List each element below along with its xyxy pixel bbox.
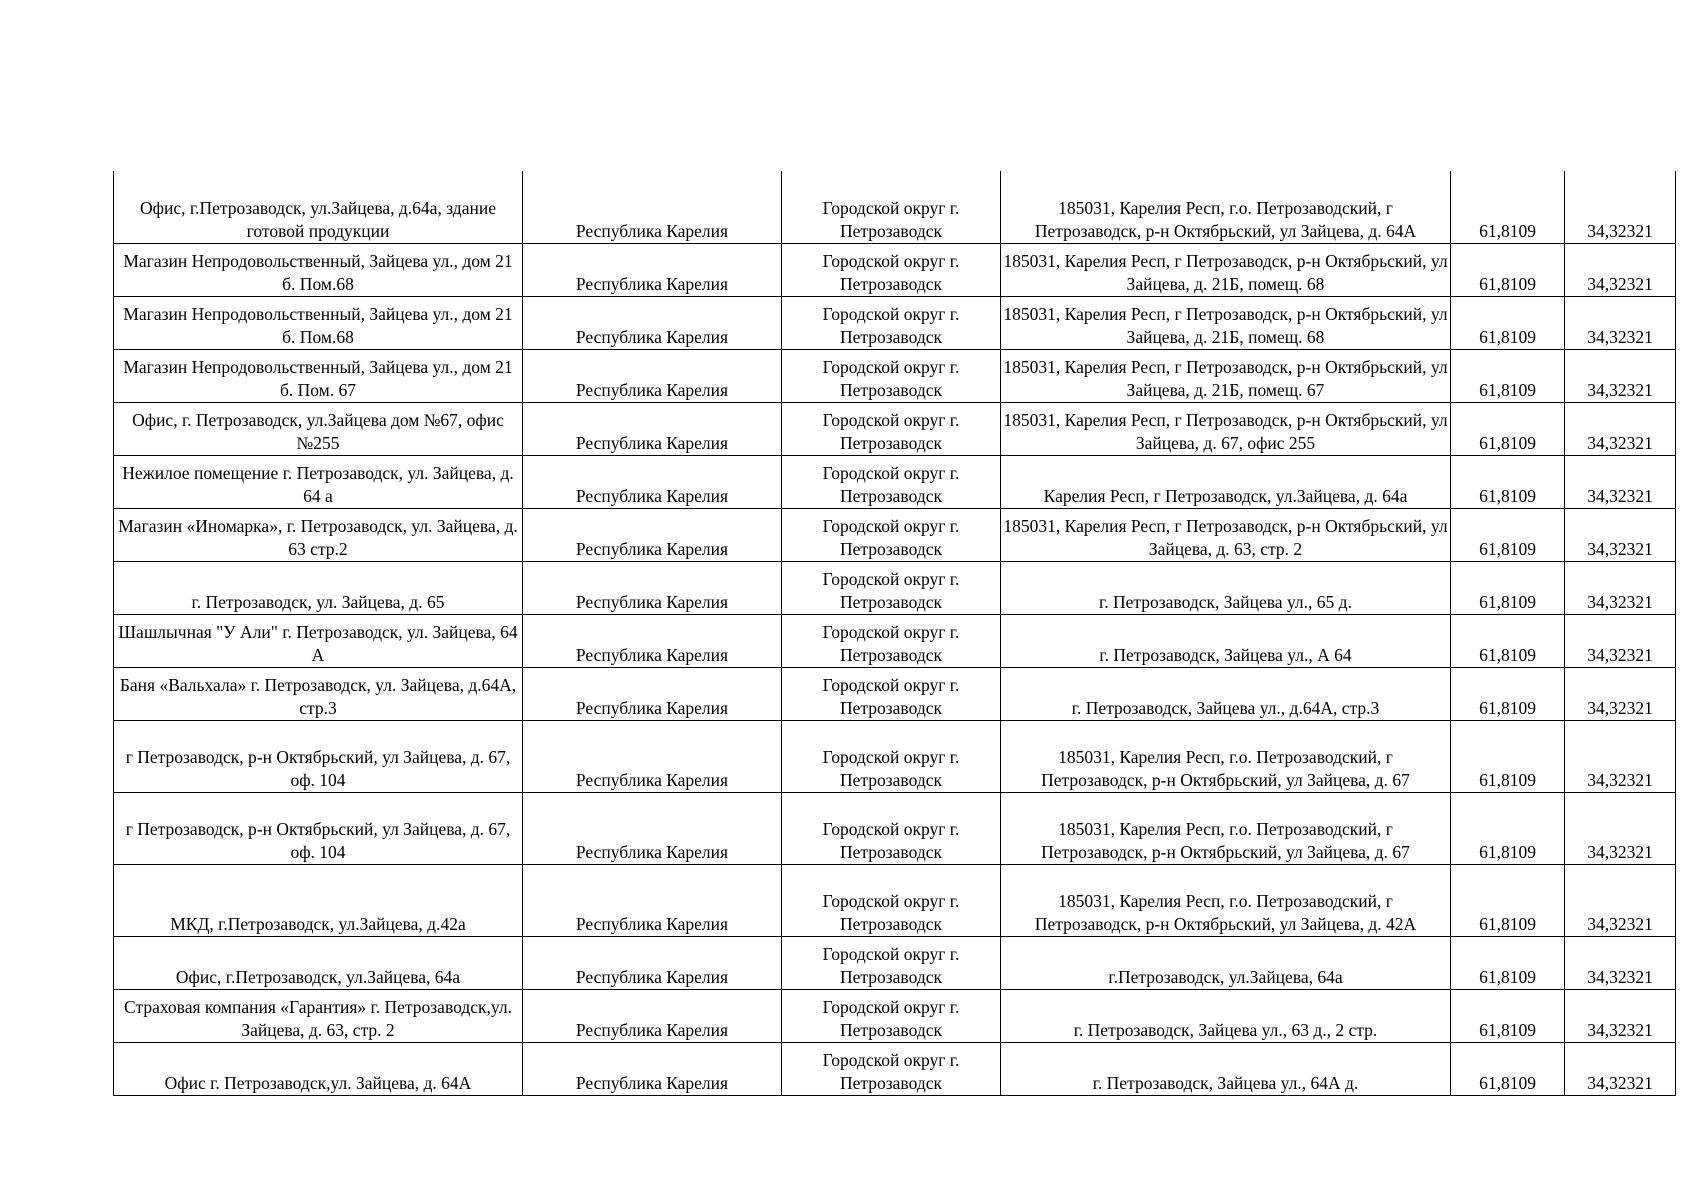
cell-address: 185031, Карелия Респ, г Петрозаводск, р-н Октябрьский, ул Зайцева, д. 21Б, помещ. 68 <box>1001 243 1451 296</box>
cell-region: Республика Карелия <box>523 402 782 455</box>
cell-district: Городской округ г. Петрозаводск <box>782 989 1001 1042</box>
cell-longitude: 34,32321 <box>1565 349 1676 402</box>
cell-latitude: 61,8109 <box>1451 243 1565 296</box>
cell-district: Городской округ г. Петрозаводск <box>782 936 1001 989</box>
table-row <box>114 614 1676 667</box>
table-row <box>114 561 1676 614</box>
cell-district: Городской округ г. Петрозаводск <box>782 864 1001 936</box>
cell-region: Республика Карелия <box>523 667 782 720</box>
cell-region: Республика Карелия <box>523 561 782 614</box>
cell-region: Республика Карелия <box>523 720 782 792</box>
table-row <box>114 402 1676 455</box>
cell-district: Городской округ г. Петрозаводск <box>782 171 1001 243</box>
cell-latitude: 61,8109 <box>1451 508 1565 561</box>
cell-object-name: Магазин Непродовольственный, Зайцева ул., дом 21 б. Пом.68 <box>114 296 523 349</box>
cell-longitude: 34,32321 <box>1565 864 1676 936</box>
cell-region: Республика Карелия <box>523 614 782 667</box>
cell-address: 185031, Карелия Респ, г Петрозаводск, р-н Октябрьский, ул Зайцева, д. 21Б, помещ. 68 <box>1001 296 1451 349</box>
cell-longitude: 34,32321 <box>1565 243 1676 296</box>
cell-address: 185031, Карелия Респ, г.о. Петрозаводский, г Петрозаводск, р-н Октябрьский, ул Зайцева, д. 67 <box>1001 720 1451 792</box>
cell-region: Республика Карелия <box>523 508 782 561</box>
cell-latitude: 61,8109 <box>1451 792 1565 864</box>
cell-district: Городской округ г. Петрозаводск <box>782 296 1001 349</box>
cell-district: Городской округ г. Петрозаводск <box>782 455 1001 508</box>
cell-region: Республика Карелия <box>523 792 782 864</box>
cell-address: г. Петрозаводск, Зайцева ул., 64А д. <box>1001 1042 1451 1095</box>
cell-object-name: Страховая компания «Гарантия» г. Петрозаводск,ул. Зайцева, д. 63, стр. 2 <box>114 989 523 1042</box>
cell-object-name: Офис г. Петрозаводск,ул. Зайцева, д. 64А <box>114 1042 523 1095</box>
cell-object-name: Офис, г.Петрозаводск, ул.Зайцева, д.64а, здание готовой продукции <box>114 171 523 243</box>
table-row <box>114 667 1676 720</box>
cell-region: Республика Карелия <box>523 936 782 989</box>
cell-district: Городской округ г. Петрозаводск <box>782 1042 1001 1095</box>
cell-longitude: 34,32321 <box>1565 614 1676 667</box>
cell-longitude: 34,32321 <box>1565 402 1676 455</box>
cell-district: Городской округ г. Петрозаводск <box>782 614 1001 667</box>
cell-longitude: 34,32321 <box>1565 792 1676 864</box>
table-row <box>114 1042 1676 1095</box>
cell-region: Республика Карелия <box>523 349 782 402</box>
cell-address: 185031, Карелия Респ, г Петрозаводск, р-н Октябрьский, ул Зайцева, д. 67, офис 255 <box>1001 402 1451 455</box>
cell-longitude: 34,32321 <box>1565 720 1676 792</box>
cell-object-name: Шашлычная "У Али" г. Петрозаводск, ул. Зайцева, 64 А <box>114 614 523 667</box>
cell-address: г. Петрозаводск, Зайцева ул., А 64 <box>1001 614 1451 667</box>
cell-address: г. Петрозаводск, Зайцева ул., 65 д. <box>1001 561 1451 614</box>
cell-object-name: г. Петрозаводск, ул. Зайцева, д. 65 <box>114 561 523 614</box>
table-body <box>114 171 1676 1095</box>
cell-region: Республика Карелия <box>523 243 782 296</box>
cell-longitude: 34,32321 <box>1565 171 1676 243</box>
cell-region: Республика Карелия <box>523 864 782 936</box>
table-row <box>114 720 1676 792</box>
cell-region: Республика Карелия <box>523 989 782 1042</box>
cell-longitude: 34,32321 <box>1565 989 1676 1042</box>
cell-latitude: 61,8109 <box>1451 667 1565 720</box>
cell-district: Городской округ г. Петрозаводск <box>782 349 1001 402</box>
cell-address: 185031, Карелия Респ, г.о. Петрозаводский, г Петрозаводск, р-н Октябрьский, ул Зайцева, д. 67 <box>1001 792 1451 864</box>
cell-object-name: Нежилое помещение г. Петрозаводск, ул. Зайцева, д. 64 а <box>114 455 523 508</box>
cell-latitude: 61,8109 <box>1451 402 1565 455</box>
cell-region: Республика Карелия <box>523 1042 782 1095</box>
cell-address: г.Петрозаводск, ул.Зайцева, 64а <box>1001 936 1451 989</box>
cell-district: Городской округ г. Петрозаводск <box>782 792 1001 864</box>
cell-latitude: 61,8109 <box>1451 561 1565 614</box>
cell-region: Республика Карелия <box>523 296 782 349</box>
table-row <box>114 989 1676 1042</box>
cell-longitude: 34,32321 <box>1565 455 1676 508</box>
cell-latitude: 61,8109 <box>1451 614 1565 667</box>
table-row <box>114 243 1676 296</box>
cell-district: Городской округ г. Петрозаводск <box>782 561 1001 614</box>
table-row <box>114 296 1676 349</box>
cell-address: 185031, Карелия Респ, г Петрозаводск, р-н Октябрьский, ул Зайцева, д. 63, стр. 2 <box>1001 508 1451 561</box>
cell-object-name: Офис, г. Петрозаводск, ул.Зайцева дом №67, офис №255 <box>114 402 523 455</box>
cell-object-name: Магазин Непродовольственный, Зайцева ул., дом 21 б. Пом. 67 <box>114 349 523 402</box>
cell-object-name: Офис, г.Петрозаводск, ул.Зайцева, 64а <box>114 936 523 989</box>
cell-address: 185031, Карелия Респ, г.о. Петрозаводский, г Петрозаводск, р-н Октябрьский, ул Зайцева, д. 64А <box>1001 171 1451 243</box>
cell-address: г. Петрозаводск, Зайцева ул., д.64А, стр.3 <box>1001 667 1451 720</box>
cell-object-name: МКД, г.Петрозаводск, ул.Зайцева, д.42а <box>114 864 523 936</box>
cell-longitude: 34,32321 <box>1565 667 1676 720</box>
cell-latitude: 61,8109 <box>1451 455 1565 508</box>
cell-longitude: 34,32321 <box>1565 936 1676 989</box>
document-page <box>113 171 1676 1096</box>
cell-latitude: 61,8109 <box>1451 720 1565 792</box>
cell-latitude: 61,8109 <box>1451 349 1565 402</box>
cell-district: Городской округ г. Петрозаводск <box>782 667 1001 720</box>
cell-district: Городской округ г. Петрозаводск <box>782 243 1001 296</box>
cell-district: Городской округ г. Петрозаводск <box>782 402 1001 455</box>
address-table <box>113 171 1676 1096</box>
cell-object-name: Баня «Вальхала» г. Петрозаводск, ул. Зайцева, д.64А, стр.3 <box>114 667 523 720</box>
cell-object-name: г Петрозаводск, р-н Октябрьский, ул Зайцева, д. 67, оф. 104 <box>114 792 523 864</box>
cell-address: Карелия Респ, г Петрозаводск, ул.Зайцева, д. 64а <box>1001 455 1451 508</box>
table-row <box>114 455 1676 508</box>
cell-region: Республика Карелия <box>523 171 782 243</box>
cell-object-name: Магазин Непродовольственный, Зайцева ул., дом 21 б. Пом.68 <box>114 243 523 296</box>
cell-district: Городской округ г. Петрозаводск <box>782 720 1001 792</box>
cell-latitude: 61,8109 <box>1451 989 1565 1042</box>
cell-longitude: 34,32321 <box>1565 296 1676 349</box>
cell-address: 185031, Карелия Респ, г.о. Петрозаводский, г Петрозаводск, р-н Октябрьский, ул Зайцева, д. 42А <box>1001 864 1451 936</box>
cell-address: 185031, Карелия Респ, г Петрозаводск, р-н Октябрьский, ул Зайцева, д. 21Б, помещ. 67 <box>1001 349 1451 402</box>
table-row <box>114 936 1676 989</box>
table-row <box>114 349 1676 402</box>
cell-address: г. Петрозаводск, Зайцева ул., 63 д., 2 стр. <box>1001 989 1451 1042</box>
cell-latitude: 61,8109 <box>1451 296 1565 349</box>
table-row <box>114 792 1676 864</box>
cell-object-name: г Петрозаводск, р-н Октябрьский, ул Зайцева, д. 67, оф. 104 <box>114 720 523 792</box>
cell-latitude: 61,8109 <box>1451 1042 1565 1095</box>
cell-latitude: 61,8109 <box>1451 864 1565 936</box>
cell-latitude: 61,8109 <box>1451 936 1565 989</box>
cell-region: Республика Карелия <box>523 455 782 508</box>
cell-longitude: 34,32321 <box>1565 1042 1676 1095</box>
table-row <box>114 864 1676 936</box>
cell-longitude: 34,32321 <box>1565 508 1676 561</box>
cell-latitude: 61,8109 <box>1451 171 1565 243</box>
table-row <box>114 508 1676 561</box>
cell-object-name: Магазин «Иномарка», г. Петрозаводск, ул. Зайцева, д. 63 стр.2 <box>114 508 523 561</box>
cell-district: Городской округ г. Петрозаводск <box>782 508 1001 561</box>
table-row <box>114 171 1676 243</box>
cell-longitude: 34,32321 <box>1565 561 1676 614</box>
